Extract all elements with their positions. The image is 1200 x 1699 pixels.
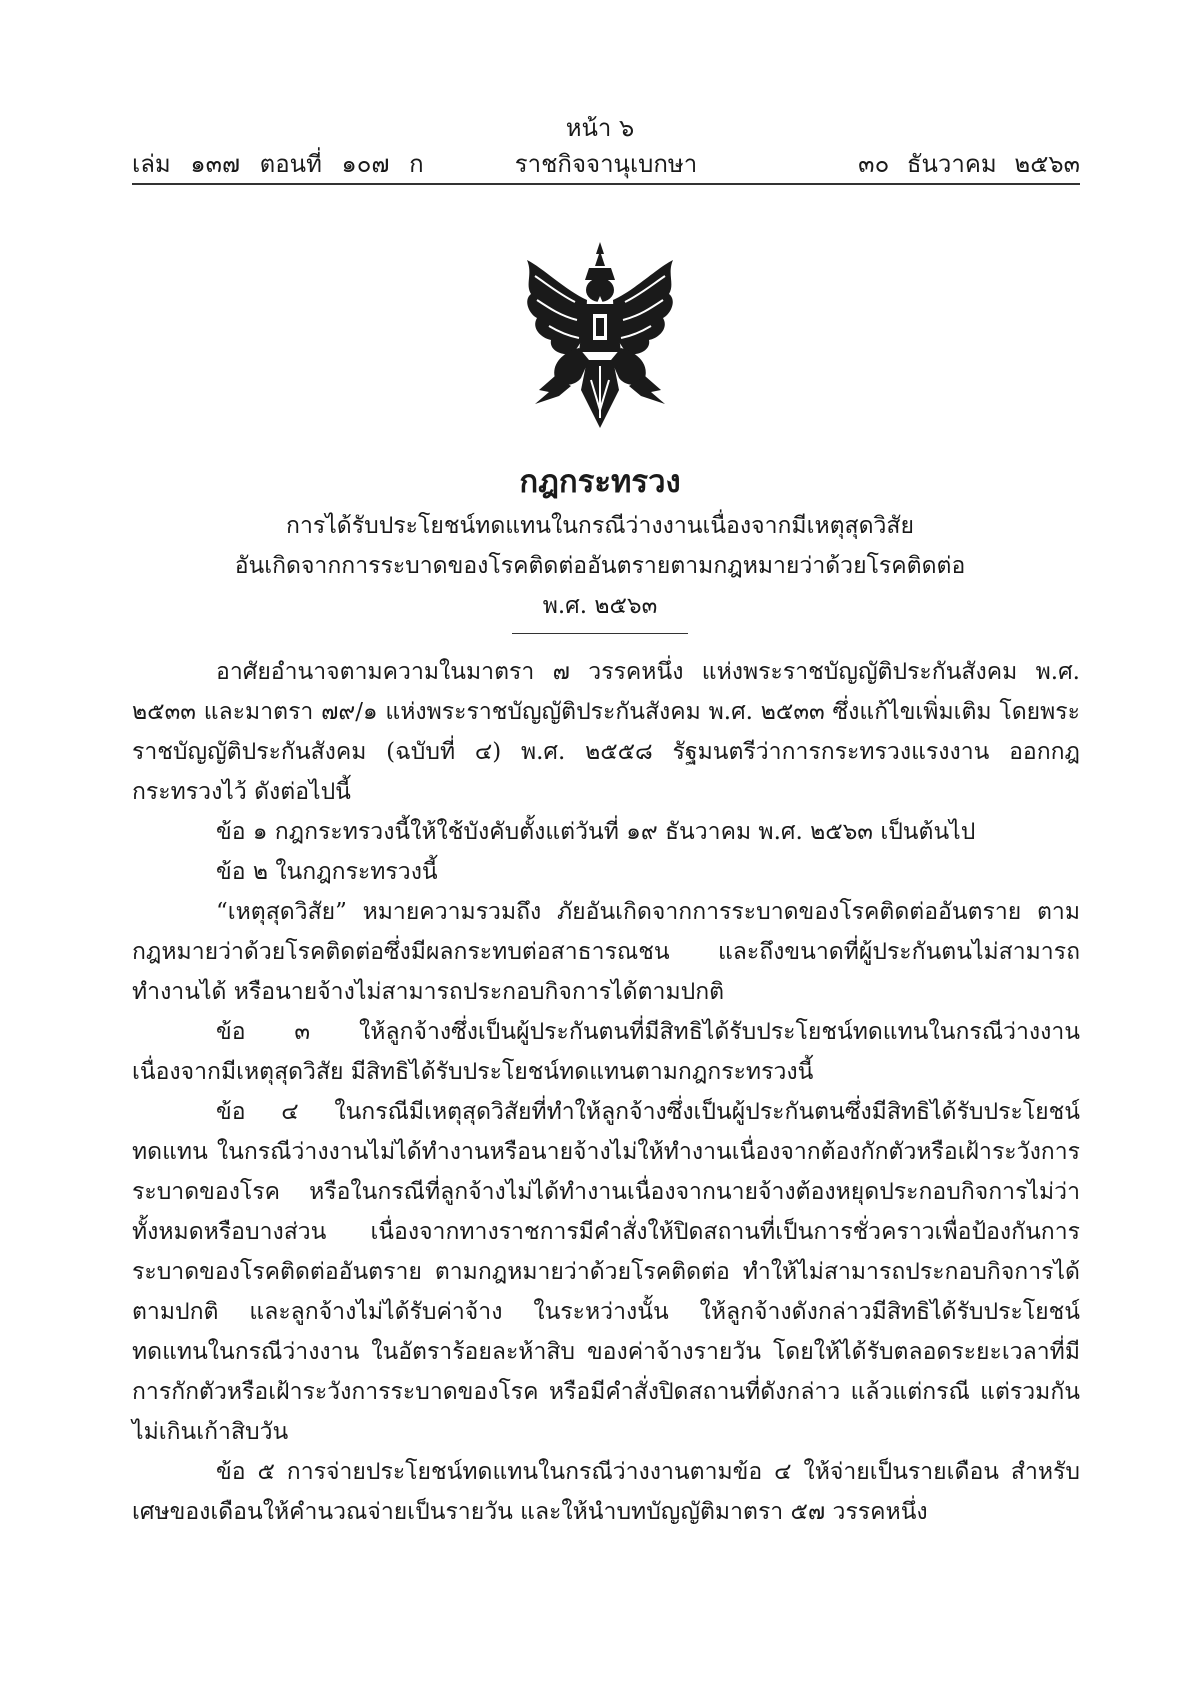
volume-issue: เล่ม ๑๓๗ ตอนที่ ๑๐๗ ก [132, 150, 424, 178]
clause-5: ข้อ ๕ การจ่ายประโยชน์ทดแทนในกรณีว่างงานตามข้อ ๔ ให้จ่ายเป็นรายเดือน สำหรับเศษของเดือนให้คำนวณจ่ายเป็นรายวัน และให้นำบทบัญญัติมาตรา ๕๗ วรรคหนึ่ง [132, 1459, 1080, 1525]
clause-2: ข้อ ๒ ในกฎกระทรวงนี้ [216, 859, 438, 885]
document-body [132, 652, 1080, 1532]
document-subtitle-line-1: การได้รับประโยชน์ทดแทนในกรณีว่างงานเนื่องจากมีเหตุสุดวิสัย [286, 513, 914, 539]
definition-force-majeure: “เหตุสุดวิสัย” หมายความรวมถึง ภัยอันเกิดจากการระบาดของโรคติดต่ออันตราย ตามกฎหมายว่าด้วยโรคติดต่อซึ่งมีผลกระทบต่อสาธารณชน และถึงขนาดที่ผู้ประกันตนไม่สามารถ ทำงานได้ หรือนายจ้างไม่สามารถประกอบกิจการได้ตามปกติ [132, 899, 1080, 1005]
clause-4: ข้อ ๔ ในกรณีมีเหตุสุดวิสัยที่ทำให้ลูกจ้างซึ่งเป็นผู้ประกันตนซึ่งมีสิทธิได้รับประโยชน์ทดแทน ในกรณีว่างงานไม่ได้ทำงานหรือนายจ้างไม่ให้ทำงานเนื่องจากต้องกักตัวหรือเฝ้าระวังการระบาดของโรค หรือในกรณีที่ลูกจ้างไม่ได้ทำงานเนื่องจากนายจ้างต้องหยุดประกอบกิจการไม่ว่าทั้งหมดหรือบางส่วน เนื่องจากทางราชการมีคำสั่งให้ปิดสถานที่เป็นการชั่วคราวเพื่อป้องกันการระบาดของโรคติดต่ออันตราย ตามกฎหมายว่าด้วยโรคติดต่อ ทำให้ไม่สามารถประกอบกิจการได้ตามปกติ และลูกจ้างไม่ได้รับค่าจ้าง ในระหว่างนั้น ให้ลูกจ้างดังกล่าวมีสิทธิได้รับประโยชน์ทดแทนในกรณีว่างงาน ในอัตราร้อยละห้าสิบ ของค่าจ้างรายวัน โดยให้ได้รับตลอดระยะเวลาที่มีการกักตัวหรือเฝ้าระวังการระบาดของโรค หรือมีคำสั่งปิดสถานที่ดังกล่าว แล้วแต่กรณี แต่รวมกันไม่เกินเก้าสิบวัน [132, 1099, 1080, 1445]
gazette-header [132, 144, 1080, 176]
document-title: กฎกระทรวง [519, 464, 681, 500]
document-year: พ.ศ. ๒๕๖๓ [542, 593, 658, 619]
clause-3: ข้อ ๓ ให้ลูกจ้างซึ่งเป็นผู้ประกันตนที่มีสิทธิได้รับประโยชน์ทดแทนในกรณีว่างงาน เนื่องจากมีเหตุสุดวิสัย มีสิทธิได้รับประโยชน์ทดแทนตามกฎกระทรวงนี้ [132, 1019, 1080, 1085]
clause-1: ข้อ ๑ กฎกระทรวงนี้ให้ใช้บังคับตั้งแต่วันที่ ๑๙ ธันวาคม พ.ศ. ๒๕๖๓ เป็นต้นไป [216, 819, 976, 845]
preamble-paragraph: อาศัยอำนาจตามความในมาตรา ๗ วรรคหนึ่ง แห่งพระราชบัญญัติประกันสังคม พ.ศ. ๒๕๓๓ และมาตรา ๗๙/๑ แห่งพระราชบัญญัติประกันสังคม พ.ศ. ๒๕๓๓ ซึ่งแก้ไขเพิ่มเติม โดยพระราชบัญญัติประกันสังคม (ฉบับที่ ๔) พ.ศ. ๒๕๕๘ รัฐมนตรีว่าการกระทรวงแรงงาน ออกกฎกระทรวงไว้ ดังต่อไปนี้ [132, 659, 1080, 805]
garuda-emblem-icon [515, 240, 685, 430]
page-number: หน้า ๖ [565, 114, 635, 142]
title-divider [512, 633, 688, 634]
document-subtitle-line-2: อันเกิดจากการระบาดของโรคติดต่ออันตรายตามกฎหมายว่าด้วยโรคติดต่อ [234, 553, 966, 579]
publication-date: ๓๐ ธันวาคม ๒๕๖๓ [858, 150, 1080, 178]
header-divider [132, 183, 1080, 185]
gazette-name: ราชกิจจานุเบกษา [514, 150, 698, 178]
